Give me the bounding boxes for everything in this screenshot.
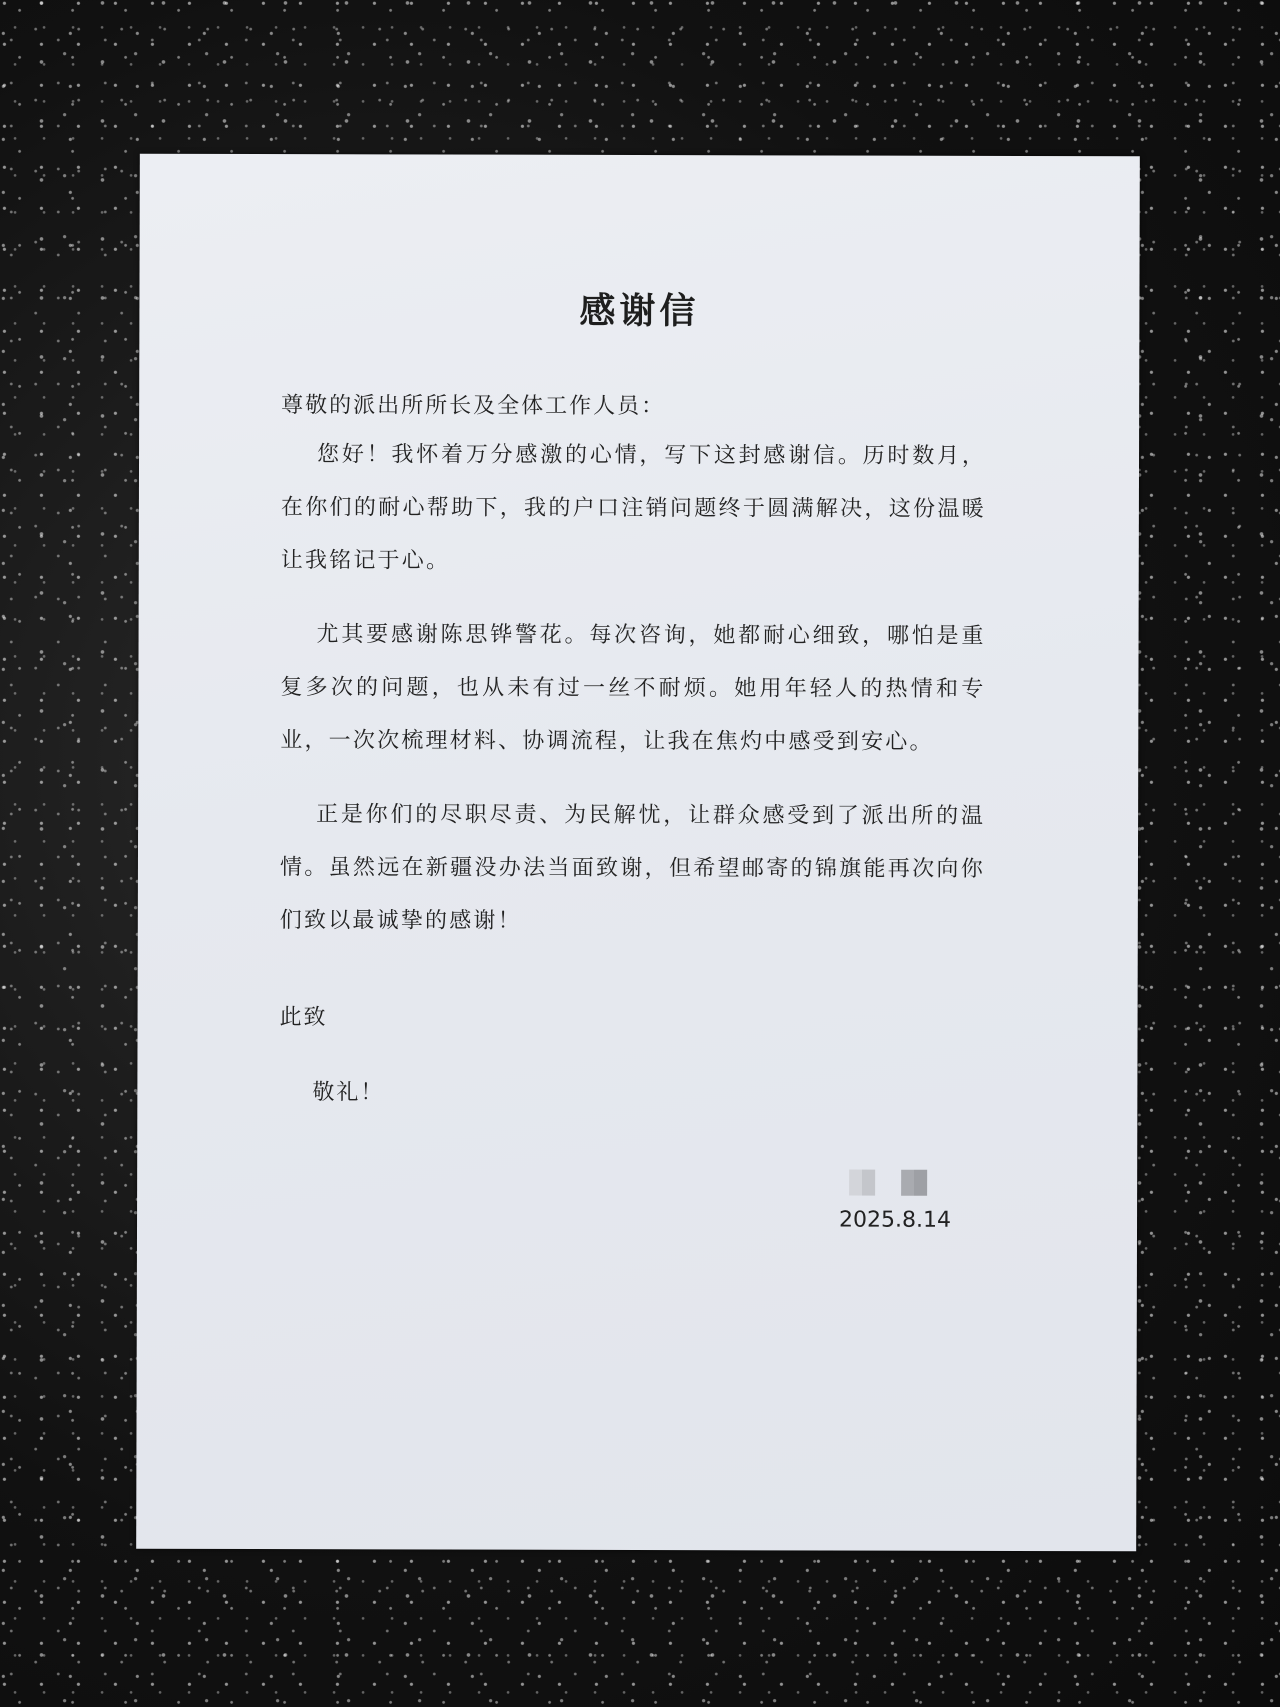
letter-salutation: 尊敬的派出所所长及全体工作人员： bbox=[281, 393, 666, 420]
letter-paragraph: 您好！我怀着万分感激的心情，写下这封感谢信。历时数月，在你们的耐心帮助下，我的户口注销问题终于圆满解决，这份温暖让我铭记于心。 bbox=[280, 442, 987, 574]
letter-paragraph: 尤其要感谢陈思铧警花。每次咨询，她都耐心细致，哪怕是重复多次的问题，也从未有过一丝不耐烦。她用年轻人的热情和专业，一次次梳理材料、协调流程，让我在焦灼中感受到安心。 bbox=[280, 622, 986, 755]
letter-paragraph: 正是你们的尽职尽责、为民解忧，让群众感受到了派出所的温情。虽然远在新疆没办法当面致谢，但希望邮寄的锦旗能再次向你们致以最诚挚的感谢！ bbox=[279, 802, 986, 934]
mosaic-block bbox=[849, 1170, 875, 1196]
mosaic-block bbox=[901, 1170, 927, 1196]
letter-paper bbox=[136, 154, 1140, 1552]
letter-date: 2025.8.14 bbox=[839, 1207, 952, 1233]
redacted-signature bbox=[849, 1166, 939, 1198]
letter-title: 感谢信 bbox=[579, 289, 700, 333]
letter-regards: 敬礼！ bbox=[312, 1080, 385, 1106]
letter-closing: 此致 bbox=[279, 1005, 328, 1031]
